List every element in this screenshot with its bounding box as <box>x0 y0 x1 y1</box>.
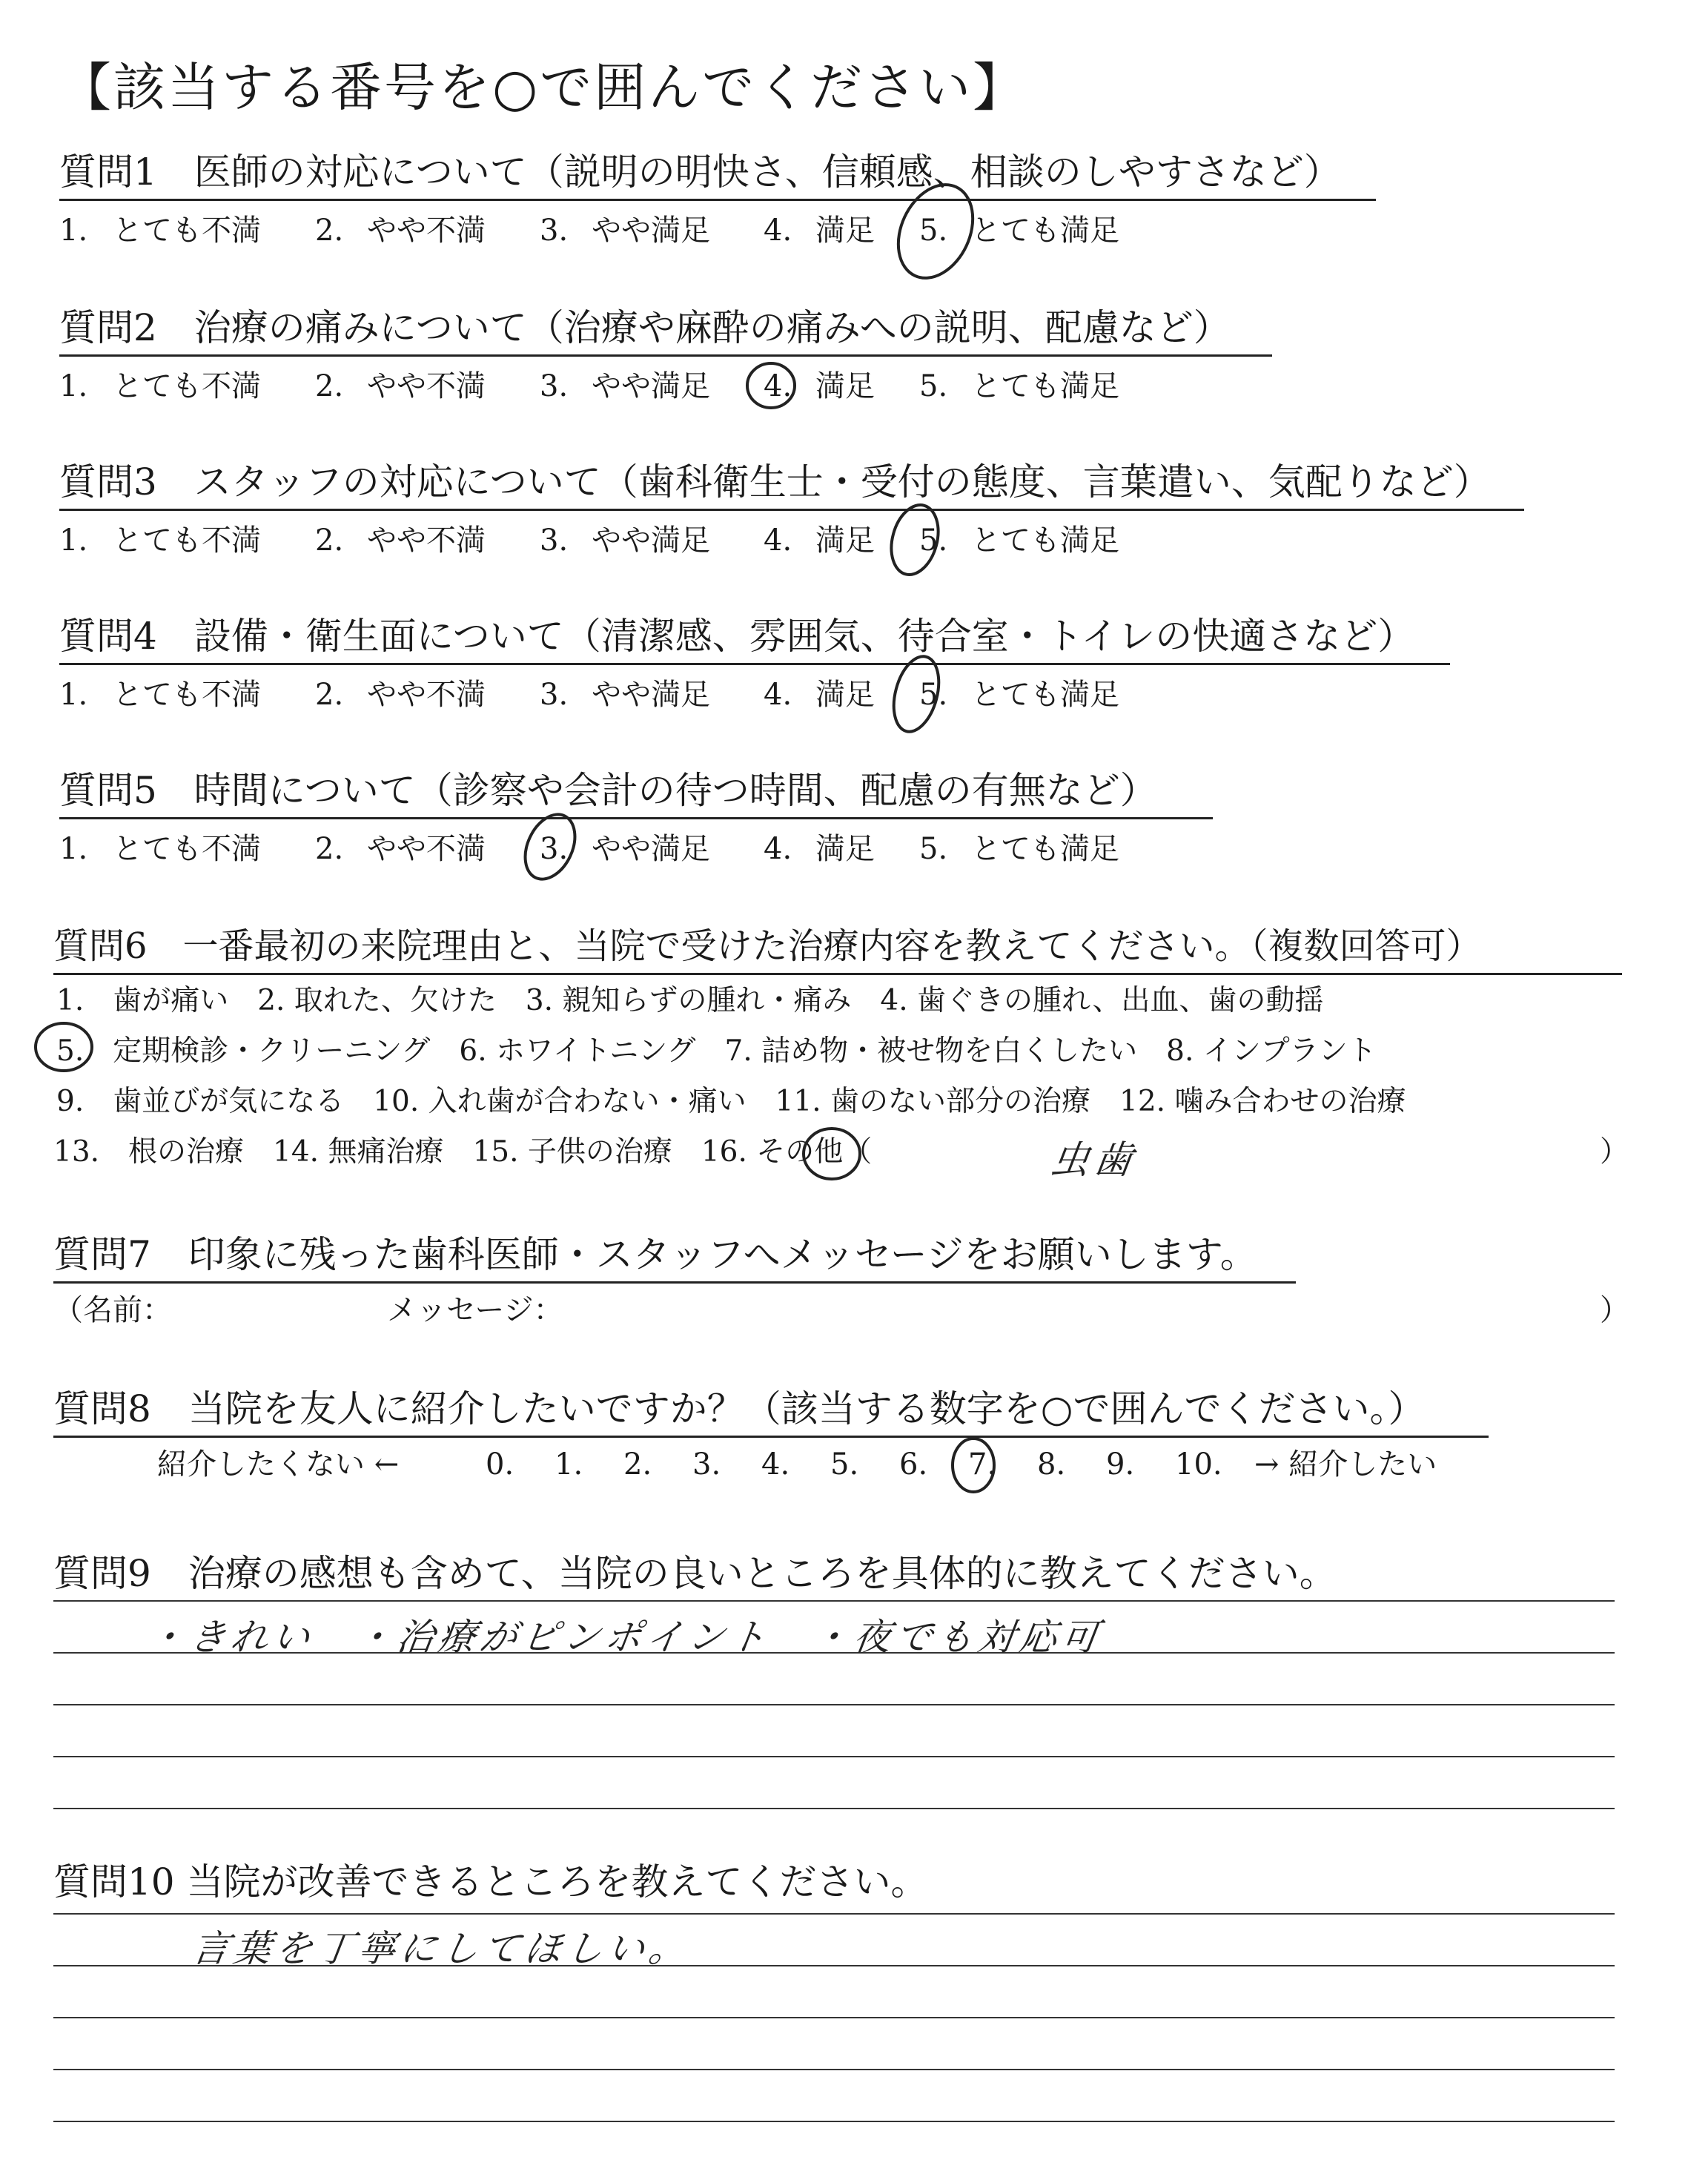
q6-other-close: ） <box>1600 1135 1629 1169</box>
q1-opt4-num[interactable]: 4. <box>764 214 792 248</box>
q4-opt1-label: とても不満 <box>113 678 261 712</box>
q7-message-label[interactable]: メッセージ： <box>387 1293 563 1327</box>
q4-opt5-num[interactable]: 5. <box>919 678 948 712</box>
q10-title: 質問10 当院が改善できるところを教えてください。 <box>53 1860 928 1903</box>
q8-scale-2[interactable]: 2. <box>623 1447 652 1482</box>
q2-opt1-num[interactable]: 1. <box>59 369 88 403</box>
q1-opt3-num[interactable]: 3. <box>540 214 569 248</box>
q2-opt2-num[interactable]: 2. <box>315 369 344 403</box>
q1-opt4-label: 満足 <box>815 214 875 248</box>
q1-opt2-num[interactable]: 2. <box>315 214 344 248</box>
q5-opt1-label: とても不満 <box>113 832 261 866</box>
q4-opt2-num[interactable]: 2. <box>315 678 344 712</box>
q2-opt3-label: やや満足 <box>592 369 710 403</box>
q10-line-3 <box>53 2017 1615 2018</box>
q10-line-5 <box>53 2121 1615 2122</box>
q6-other-answer[interactable]: 虫歯 <box>1047 1138 1140 1183</box>
q1-opt3-label: やや満足 <box>592 214 710 248</box>
q8-scale-4[interactable]: 4. <box>761 1447 790 1482</box>
q1-opt2-label: やや不満 <box>367 214 486 248</box>
q8-scale-10[interactable]: 10. <box>1175 1447 1222 1482</box>
q4-opt3-label: やや満足 <box>592 678 710 712</box>
q8-left-label: 紹介したくない ← <box>157 1447 400 1482</box>
q1-opt1-num[interactable]: 1. <box>59 214 88 248</box>
q2-opt4-label: 満足 <box>815 369 875 403</box>
q7-name-label[interactable]: （名前： <box>53 1293 172 1327</box>
q8-right-label: → 紹介したい <box>1254 1447 1437 1482</box>
q3-title: 質問3 スタッフの対応について（歯科衛生士・受付の態度、言葉遣い、気配りなど） <box>59 458 1524 511</box>
q9-line-5 <box>53 1808 1615 1809</box>
q10-line-4 <box>53 2069 1615 2070</box>
q5-opt3-label: やや満足 <box>592 832 710 866</box>
q8-scale-7[interactable]: 7. <box>968 1447 997 1482</box>
q2-opt4-num[interactable]: 4. <box>764 369 792 403</box>
q5-opt2-num[interactable]: 2. <box>315 832 344 866</box>
q2-opt5-label: とても満足 <box>971 369 1119 403</box>
q3-opt5-num[interactable]: 5. <box>919 524 948 558</box>
q3-opt1-num[interactable]: 1. <box>59 524 88 558</box>
q2-opt2-label: やや不満 <box>367 369 486 403</box>
q5-title: 質問5 時間について（診察や会計の待つ時間、配慮の有無など） <box>59 767 1213 819</box>
q9-line-3 <box>53 1704 1615 1705</box>
q4-opt2-label: やや不満 <box>367 678 486 712</box>
q2-title: 質問2 治療の痛みについて（治療や麻酔の痛みへの説明、配慮など） <box>59 304 1272 357</box>
q3-opt2-num[interactable]: 2. <box>315 524 344 558</box>
q7-title: 質問7 印象に残った歯科医師・スタッフへメッセージをお願いします。 <box>53 1231 1296 1284</box>
q8-scale-9[interactable]: 9. <box>1106 1447 1135 1482</box>
q3-opt5-label: とても満足 <box>971 524 1119 558</box>
q4-opt1-num[interactable]: 1. <box>59 678 88 712</box>
q10-line-1 <box>53 1913 1615 1915</box>
q8-scale-3[interactable]: 3. <box>692 1447 721 1482</box>
q5-opt5-label: とても満足 <box>971 832 1119 866</box>
q9-answer[interactable]: ・きれい ・治療がピンポイント ・夜でも対応可 <box>145 1616 1106 1659</box>
q6-row2[interactable]: 5. 定期検診・クリーニング 6. ホワイトニング 7. 詰め物・被せ物を白くしたい 8. インプラント <box>56 1034 1377 1068</box>
q4-title: 質問4 設備・衛生面について（清潔感、雰囲気、待合室・トイレの快適さなど） <box>59 612 1450 665</box>
q5-opt1-num[interactable]: 1. <box>59 832 88 866</box>
q8-scale-5[interactable]: 5. <box>830 1447 859 1482</box>
q1-opt5-num[interactable]: 5. <box>919 214 948 248</box>
q8-scale-6[interactable]: 6. <box>899 1447 928 1482</box>
q4-opt3-num[interactable]: 3. <box>540 678 569 712</box>
q2-opt5-num[interactable]: 5. <box>919 369 948 403</box>
q2-opt3-num[interactable]: 3. <box>540 369 569 403</box>
q9-line-1 <box>53 1600 1615 1602</box>
q5-opt3-num[interactable]: 3. <box>540 832 569 866</box>
q1-opt1-label: とても不満 <box>113 214 261 248</box>
q1-opt5-label: とても満足 <box>971 214 1119 248</box>
q10-answer[interactable]: 言葉を丁寧にしてほしい。 <box>189 1927 694 1970</box>
q8-scale-0[interactable]: 0. <box>486 1447 514 1482</box>
q3-opt4-label: 満足 <box>815 524 875 558</box>
q9-line-4 <box>53 1756 1615 1757</box>
q6-row4[interactable]: 13. 根の治療 14. 無痛治療 15. 子供の治療 16. その他（ <box>53 1135 873 1169</box>
q5-opt4-label: 満足 <box>815 832 875 866</box>
q9-title: 質問9 治療の感想も含めて、当院の良いところを具体的に教えてください。 <box>53 1552 1337 1595</box>
q5-opt2-label: やや不満 <box>367 832 486 866</box>
q1-title: 質問1 医師の対応について（説明の明快さ、信頼感、相談のしやすさなど） <box>59 148 1376 201</box>
q4-opt4-label: 満足 <box>815 678 875 712</box>
q2-opt1-label: とても不満 <box>113 369 261 403</box>
q8-title: 質問8 当院を友人に紹介したいですか？（該当する数字を○で囲んでください。） <box>53 1385 1489 1438</box>
q3-opt1-label: とても不満 <box>113 524 261 558</box>
q4-opt4-num[interactable]: 4. <box>764 678 792 712</box>
q6-row3[interactable]: 9. 歯並びが気になる 10. 入れ歯が合わない・痛い 11. 歯のない部分の治療 12. 噛み合わせの治療 <box>56 1085 1406 1118</box>
q7-close: ） <box>1600 1293 1629 1327</box>
q8-scale-8[interactable]: 8. <box>1037 1447 1066 1482</box>
q6-title: 質問6 一番最初の来院理由と、当院で受けた治療内容を教えてください。（複数回答可） <box>53 922 1622 975</box>
q5-opt5-num[interactable]: 5. <box>919 832 948 866</box>
page-title: 【該当する番号を○で囲んでください】 <box>59 57 1027 118</box>
q6-row1[interactable]: 1. 歯が痛い 2. 取れた、欠けた 3. 親知らずの腫れ・痛み 4. 歯ぐきの腫れ、出血、歯の動揺 <box>56 984 1324 1017</box>
q3-opt3-num[interactable]: 3. <box>540 524 569 558</box>
q3-opt4-num[interactable]: 4. <box>764 524 792 558</box>
q5-opt4-num[interactable]: 4. <box>764 832 792 866</box>
q4-opt5-label: とても満足 <box>971 678 1119 712</box>
q3-opt2-label: やや不満 <box>367 524 486 558</box>
q3-opt3-label: やや満足 <box>592 524 710 558</box>
q8-scale-1[interactable]: 1. <box>555 1447 583 1482</box>
